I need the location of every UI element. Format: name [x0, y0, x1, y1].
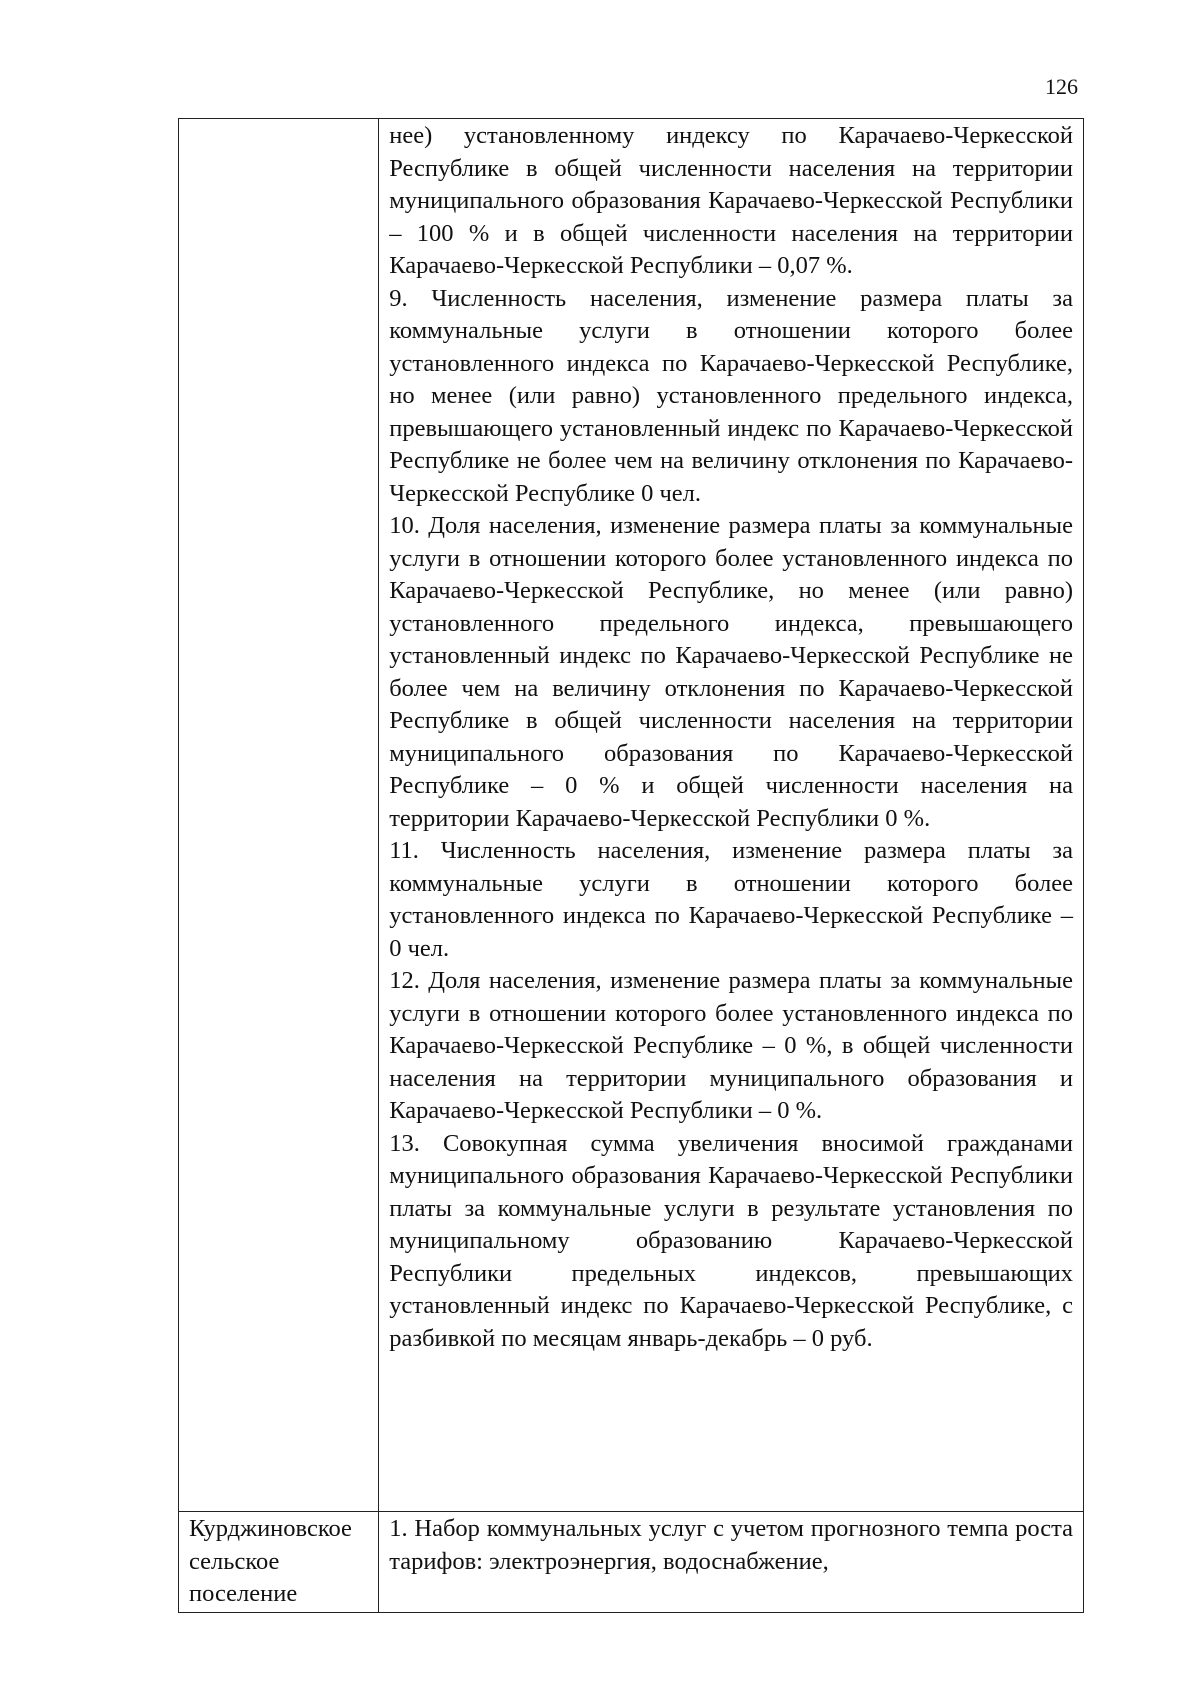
table-row	[179, 119, 1084, 1512]
indicators-cell	[379, 119, 1084, 1512]
indicator-paragraph: нее) установленному индексу по Карачаево-Черкесской Республике в общей численности населения на территории муниципального образования Карачаево-Черкесской Республики – 100 % и в общей численности населения на территории Карачаево-Черкесской Республики – 0,07 %.	[389, 122, 1073, 279]
indicator-paragraph: 11. Численность населения, изменение размера платы за коммунальные услуги в отношении которого более установленного индекса по Карачаево-Черкесской Республике – 0 чел.	[389, 837, 1073, 962]
indicator-paragraph: 13. Совокупная сумма увеличения вносимой гражданами муниципального образования Карачаево-Черкесской Республики платы за коммунальные услуги в результате установления по муниципальному образованию Карачаево-Черкесской Республики предельных индексов, превышающих установленный индекс по Карачаево-Черкесской Республике, с разбивкой по месяцам январь-декабрь – 0 руб.	[389, 1129, 1073, 1352]
municipality-cell	[179, 119, 379, 1512]
indicator-paragraph: 10. Доля населения, изменение размера платы за коммунальные услуги в отношении которого более установленного индекса по Карачаево-Черкесской Республике, но менее (или равно) установленного предельного индекса, превышающего установленный индекс по Карачаево-Черкесской Республике не более чем на величину отклонения по Карачаево-Черкесской Республике в общей численности населения на территории муниципального образования по Карачаево-Черкесской Республике – 0 % и общей численности населения на территории Карачаево-Черкесской Республики 0 %.	[389, 512, 1073, 832]
table-row	[179, 1512, 1084, 1613]
indicator-paragraph: 12. Доля населения, изменение размера платы за коммунальные услуги в отношении которого более установленного индекса по Карачаево-Черкесской Республике – 0 %, в общей численности населения на территории муниципального образования и Карачаево-Черкесской Республики – 0 %.	[389, 967, 1073, 1124]
page-number: 126	[1045, 74, 1078, 99]
indicator-paragraph: 1. Набор коммунальных услуг с учетом прогнозного темпа роста тарифов: электроэнергия, водоснабжение,	[389, 1515, 1073, 1575]
indicators-cell	[379, 1512, 1084, 1613]
indicator-paragraph: 9. Численность населения, изменение размера платы за коммунальные услуги в отношении которого более установленного индекса по Карачаево-Черкесской Республике, но менее (или равно) установленного предельного индекса, превышающего установленный индекс по Карачаево-Черкесской Республике не более чем на величину отклонения по Карачаево-Черкесской Республике 0 чел.	[389, 284, 1073, 507]
municipality-name: Курджиновское сельское поселение	[189, 1515, 352, 1607]
data-table	[178, 118, 1084, 1613]
municipality-cell	[179, 1512, 379, 1613]
